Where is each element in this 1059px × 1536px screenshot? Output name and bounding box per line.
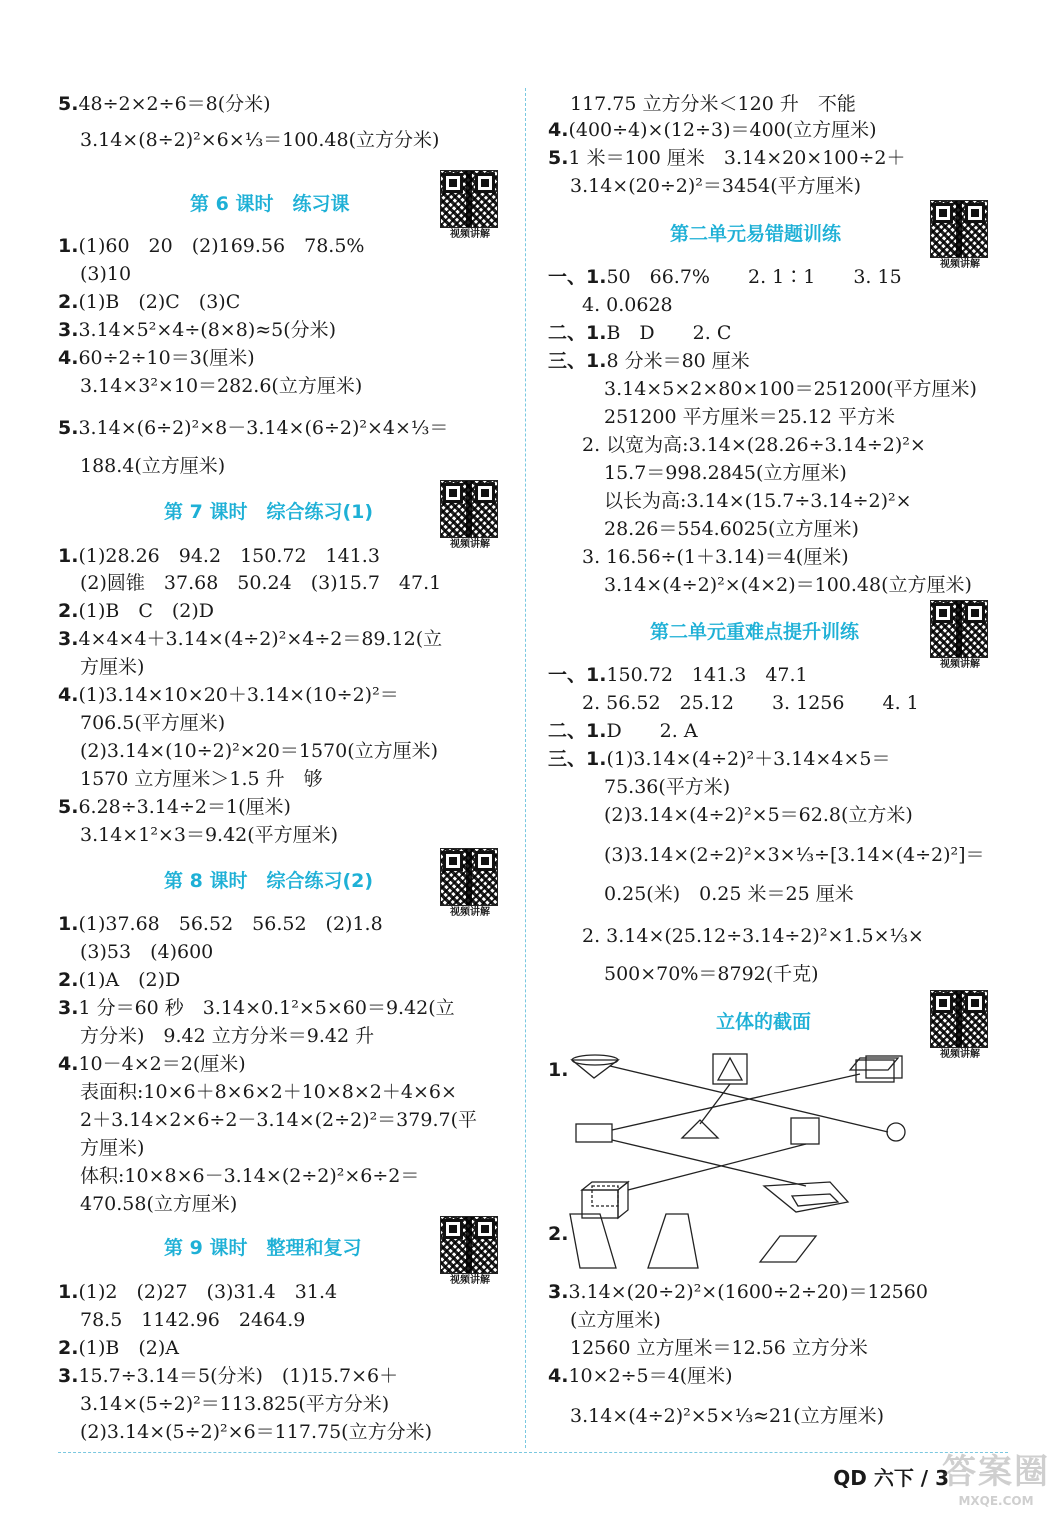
answer-line: 3.14×1²×3＝9.42(平方厘米) — [80, 824, 339, 846]
answer-line: 75.36(平方米) — [604, 776, 731, 798]
answer-line: 3.1 分＝60 秒 3.14×0.1²×5×60＝9.42(立 — [58, 997, 455, 1019]
answer-line: 3.14×(20÷2)²＝3454(平方厘米) — [570, 175, 862, 197]
answer-line: 117.75 立方分米＜120 升 不能 — [570, 93, 856, 115]
answer-line: 3.14×5×2×80×100＝251200(平方厘米) — [604, 378, 977, 400]
watermark — [941, 1450, 1051, 1530]
triangular-prism-solid — [713, 1054, 747, 1084]
answer-line: 1.(1)60 20 (2)169.56 78.5% — [58, 235, 365, 257]
trapezoid-shape — [648, 1214, 698, 1268]
qr-code-icon — [440, 170, 498, 228]
qr-caption: 视频讲解 — [450, 907, 490, 918]
answer-line: 251200 平方厘米＝25.12 平方米 — [604, 406, 896, 428]
answer-line: 方厘米) — [80, 656, 145, 678]
rectangle-section — [576, 1124, 612, 1142]
answer-line: 3.14×(4÷2)²×5×⅓≈21(立方厘米) — [570, 1405, 885, 1427]
answer-line: 2. 以宽为高:3.14×(28.26÷3.14÷2)²× — [582, 434, 926, 456]
section-title: 第 7 课时 综合练习(1) — [164, 501, 374, 523]
answer-line: 一、1.150.72 141.3 47.1 — [548, 664, 808, 686]
answer-line: 3. 16.56÷(1＋3.14)＝4(厘米) — [582, 546, 849, 568]
answer-line: 4.10×2÷5＝4(厘米) — [548, 1365, 733, 1387]
section-shapes-q2 — [548, 1212, 1008, 1272]
answer-line: 706.5(平方厘米) — [80, 712, 226, 734]
answer-line: 1.(1)37.68 56.52 56.52 (2)1.8 — [58, 913, 383, 935]
answer-line: 470.58(立方厘米) — [80, 1193, 238, 1215]
answer-line: 1570 立方厘米＞1.5 升 够 — [80, 768, 323, 790]
qr-code-icon — [440, 1216, 498, 1274]
answer-line: (立方厘米) — [570, 1309, 661, 1331]
qr-code[interactable] — [440, 848, 500, 922]
square-section — [791, 1118, 819, 1144]
watermark-title: 答案圈 — [942, 1452, 1050, 1492]
qr-caption: 视频讲解 — [940, 259, 980, 270]
answer-line: 3.14×3²×10＝282.6(立方厘米) — [80, 375, 363, 397]
answer-line: (3)10 — [80, 263, 132, 285]
footer-divider — [58, 1452, 1008, 1453]
answer-line: 4. 0.0628 — [582, 294, 673, 316]
answer-line: 1. — [548, 1059, 569, 1081]
answer-line: 3.15.7÷3.14＝5(分米) (1)15.7×6＋ — [58, 1365, 399, 1387]
answer-line: 0.25(米) 0.25 米＝25 厘米 — [604, 883, 854, 905]
answer-line: (3)3.14×(2÷2)²×3×⅓÷[3.14×(4÷2)²]＝ — [604, 844, 985, 866]
triangle-section — [682, 1120, 718, 1138]
answer-line: 78.5 1142.96 2464.9 — [80, 1309, 306, 1331]
answer-line: 3.14×(8÷2)²×6×⅓＝100.48(立方分米) — [80, 129, 440, 151]
answer-line: 4.(1)3.14×10×20＋3.14×(10÷2)²＝ — [58, 684, 399, 706]
answer-line: (2)圆锥 37.68 50.24 (3)15.7 47.1 — [80, 572, 442, 594]
qr-code-icon — [440, 848, 498, 906]
answer-line: 方分米) 9.42 立方分米＝9.42 升 — [80, 1025, 375, 1047]
cuboid-slanted-solid — [764, 1182, 848, 1212]
answer-line: 一、1.50 66.7% 2. 1∶1 3. 15 — [548, 266, 902, 288]
answer-line: 体积:10×8×6－3.14×(2÷2)²×6÷2＝ — [80, 1165, 420, 1187]
answer-line: 5.1 米＝100 厘米 3.14×20×100÷2＋ — [548, 147, 906, 169]
qr-code-icon — [440, 480, 498, 538]
answer-line: 4.(400÷4)×(12÷3)＝400(立方厘米) — [548, 119, 877, 141]
answer-line: 表面积:10×6＋8×6×2＋10×8×2＋4×6× — [80, 1081, 457, 1103]
answer-line: 3.14×(4÷2)²×(4×2)＝100.48(立方厘米) — [604, 574, 972, 596]
section-title: 第 8 课时 综合练习(2) — [164, 870, 374, 892]
answer-line: (3)53 (4)600 — [80, 941, 214, 963]
qr-code[interactable] — [930, 600, 990, 674]
qr-code[interactable] — [440, 170, 500, 244]
qr-caption: 视频讲解 — [940, 659, 980, 670]
qr-caption: 视频讲解 — [450, 229, 490, 240]
answer-line: 2.(1)B (2)C (3)C — [58, 291, 241, 313]
answer-line: 2.(1)B C (2)D — [58, 600, 215, 622]
answer-line: 12560 立方厘米＝12.56 立方分米 — [570, 1337, 868, 1359]
rhombus-shape — [760, 1236, 816, 1262]
qr-caption: 视频讲解 — [940, 1049, 980, 1060]
answer-line: 2.(1)B (2)A — [58, 1337, 179, 1359]
qr-code-icon — [930, 990, 988, 1048]
qr-caption: 视频讲解 — [450, 1275, 490, 1286]
answer-line: 3.4×4×4＋3.14×(4÷2)²×4÷2＝89.12(立 — [58, 628, 443, 650]
answer-line: 5.6.28÷3.14÷2＝1(厘米) — [58, 796, 291, 818]
answer-line: (2)3.14×(4÷2)²×5＝62.8(立方米) — [604, 804, 913, 826]
qr-code[interactable] — [440, 480, 500, 554]
answer-line: 方厘米) — [80, 1137, 145, 1159]
circle-section — [887, 1123, 905, 1141]
answer-line: 3.3.14×(20÷2)²×(1600÷2÷20)＝12560 — [548, 1281, 928, 1303]
section-title: 第二单元重难点提升训练 — [650, 621, 860, 643]
qr-caption: 视频讲解 — [450, 539, 490, 550]
answer-line: 2.(1)A (2)D — [58, 969, 181, 991]
page-footer: QD 六下 / 3 — [833, 1466, 949, 1490]
answer-line: 3.3.14×5²×4÷(8×8)≈5(分米) — [58, 319, 337, 341]
section-title: 第二单元易错题训练 — [670, 223, 842, 245]
answer-line: 15.7＝998.2845(立方厘米) — [604, 462, 847, 484]
answer-line: 188.4(立方厘米) — [80, 455, 226, 477]
answer-line: 500×70%＝8792(千克) — [604, 963, 819, 985]
answer-line: 2. 3.14×(25.12÷3.14÷2)²×1.5×⅓× — [582, 925, 924, 947]
section-title: 立体的截面 — [716, 1011, 812, 1033]
answer-line: 4.60÷2÷10＝3(厘米) — [58, 347, 255, 369]
parallelogram-shape — [570, 1214, 616, 1268]
cylinder-slanted-solid — [850, 1056, 902, 1082]
answer-line: 三、1.(1)3.14×(4÷2)²＋3.14×4×5＝ — [548, 748, 891, 770]
answer-line: 3.14×(5÷2)²＝113.825(平方分米) — [80, 1393, 390, 1415]
cross-section-matching-diagram — [548, 1050, 1008, 1220]
answer-line: 5.3.14×(6÷2)²×8－3.14×(6÷2)²×4×⅓＝ — [58, 417, 449, 439]
answer-line: 2. 56.52 25.12 3. 1256 4. 1 — [582, 692, 919, 714]
qr-code-icon — [930, 200, 988, 258]
answer-line: 以长为高:3.14×(15.7÷3.14÷2)²× — [604, 490, 912, 512]
qr-code[interactable] — [440, 1216, 500, 1290]
answer-line: 二、1.D 2. A — [548, 720, 698, 742]
column-divider — [525, 88, 526, 1448]
answer-line: 28.26＝554.6025(立方厘米) — [604, 518, 859, 540]
answer-line: (2)3.14×(10÷2)²×20＝1570(立方厘米) — [80, 740, 439, 762]
answer-line: 4.10－4×2＝2(厘米) — [58, 1053, 246, 1075]
answer-line: 1.(1)2 (2)27 (3)31.4 31.4 — [58, 1281, 338, 1303]
answer-line: (2)3.14×(5÷2)²×6＝117.75(立方分米) — [80, 1421, 432, 1443]
answer-line: 5.48÷2×2÷6＝8(分米) — [58, 93, 271, 115]
qr-code[interactable] — [930, 200, 990, 274]
section-title: 第 6 课时 练习课 — [190, 193, 350, 215]
answer-line: 1.(1)28.26 94.2 150.72 141.3 — [58, 545, 380, 567]
answer-line: 二、1.B D 2. C — [548, 322, 732, 344]
qr-code-icon — [930, 600, 988, 658]
section-title: 第 9 课时 整理和复习 — [164, 1237, 362, 1259]
answer-line: 2. — [548, 1223, 569, 1245]
answer-line: 2＋3.14×2×6÷2－3.14×(2÷2)²＝379.7(平 — [80, 1109, 477, 1131]
watermark-url: MXQE.COM — [958, 1494, 1034, 1508]
answer-line: 三、1.8 分米＝80 厘米 — [548, 350, 750, 372]
